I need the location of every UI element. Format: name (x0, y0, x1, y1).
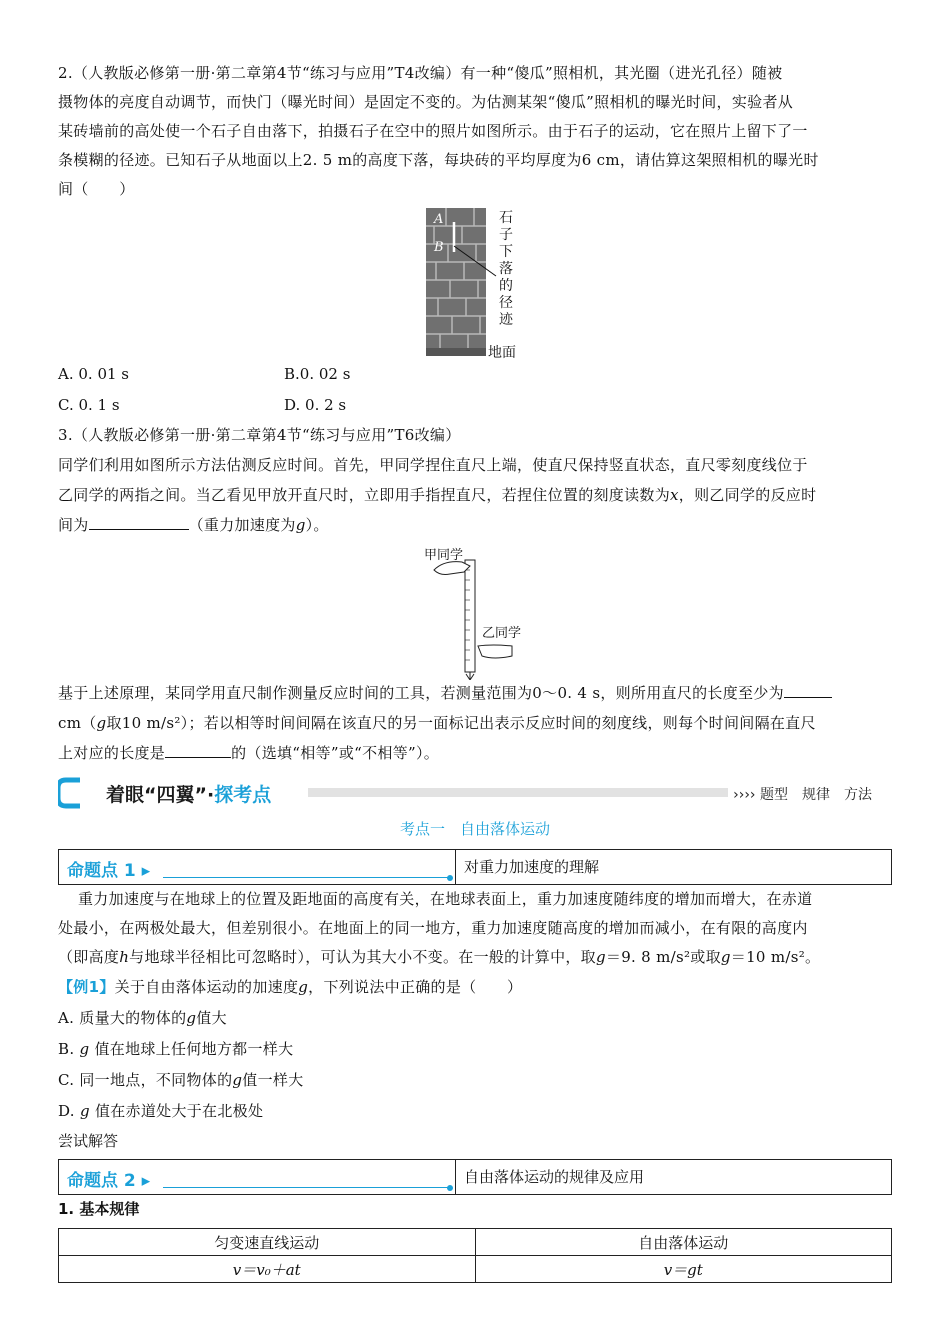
option-c-prefix: C. 同一地点，不同物体的 (58, 1071, 233, 1089)
option-a-prefix: A. 质量大的物体的 (58, 1009, 187, 1027)
example-1-stem-b: ，下列说法中正确的是（ ） (308, 978, 523, 996)
q3-line-1: 同学们利用如图所示方法估测反应时间。首先，甲同学捏住直尺上端，使直尺保持竖直状态，直尺零刻度线位于 (58, 456, 808, 474)
banner-title-a: 着眼“四翼”· (106, 784, 215, 806)
mingtidian-1-box (58, 849, 892, 885)
var-g-6: g (186, 1009, 197, 1027)
basic-rules-heading: 1. 基本规律 (58, 1200, 140, 1218)
q3-line-5a: cm（ (58, 714, 97, 732)
q3-line-2b: ，则乙同学的反应时 (678, 486, 817, 504)
section-banner (58, 776, 892, 810)
mingtidian-1-dot (447, 875, 453, 881)
q2-line-2: 摄物体的亮度自动调节，而快门（曝光时间）是固定不变的。为估测某架“傻瓜”照相机的曝光时间，实验者从 (58, 93, 794, 111)
var-g: g (295, 516, 306, 534)
q3-line-4 (58, 682, 832, 704)
option-b-prefix: B. (58, 1040, 75, 1058)
q3-line-3 (58, 514, 329, 536)
answer-blank-1[interactable] (89, 515, 189, 530)
q3-line-5 (58, 712, 816, 734)
mingtidian-2-left (59, 1160, 455, 1194)
var-g-8: g (232, 1071, 243, 1089)
option-b-suffix: 值在地球上任何地方都一样大 (94, 1040, 294, 1058)
q3-line-3b: （重力加速度为 (188, 516, 296, 534)
example-1-option-c (58, 1069, 304, 1091)
person-b-label: 乙同学 (482, 626, 522, 641)
answer-blank-3[interactable] (165, 743, 231, 758)
q3-line-4-text: 基于上述原理，某同学用直尺制作测量反应时间的工具，若测量范围为0～0. 4 s，则所用直尺的长度至少为 (58, 684, 784, 702)
para-line-3d: ＝10 m/s²。 (730, 948, 821, 966)
para-line-1: 重力加速度与在地球上的位置及距地面的高度有关，在地球表面上，重力加速度随纬度的增加而增大，在赤道 (78, 890, 813, 908)
banner-title (106, 780, 271, 807)
mingtidian-1-left (59, 850, 455, 884)
var-g-7: g (79, 1040, 90, 1058)
para-line-3b: 与地球半径相比可忽略时），可认为其大小不变。在一般的计算中，取 (129, 948, 596, 966)
q2-option-c: C. 0. 1 s (58, 396, 120, 414)
option-d-prefix: D. (58, 1102, 75, 1120)
person-a-label: 甲同学 (424, 548, 464, 563)
ruler-figure (420, 542, 540, 680)
q3-line-6a: 上对应的长度是 (58, 744, 166, 762)
q3-line-3c: ）。 (305, 516, 329, 534)
mingtidian-1-title: 对重力加速度的理解 (455, 850, 891, 884)
var-h: h (119, 948, 130, 966)
brick-wall-photo (426, 208, 486, 356)
ground-label: 地面 (488, 345, 516, 361)
var-g-2: g (96, 714, 107, 732)
mingtidian-2-title: 自由落体运动的规律及应用 (455, 1160, 891, 1194)
para-line-3c: ＝9. 8 m/s²或取 (605, 948, 721, 966)
option-d-suffix: 值在赤道处大于在北极处 (94, 1102, 264, 1120)
answer-blank-2[interactable] (784, 683, 832, 698)
q2-line-5: 间（ ） (58, 180, 135, 198)
banner-subtitle: ›››› 题型 规律 方法 (733, 787, 872, 803)
q2-option-d: D. 0. 2 s (284, 396, 347, 414)
q3-line-3a: 间为 (58, 516, 89, 534)
q2-option-b: B.0. 02 s (284, 365, 351, 383)
q3-line-2a: 乙同学的两指之间。当乙看见甲放开直尺时，立即用手指捏直尺，若捏住位置的刻度读数为 (58, 486, 671, 504)
q3-title: 3.（人教版必修第一册·第二章第4节“练习与应用”T6改编） (58, 426, 461, 444)
example-1-option-b (58, 1038, 293, 1060)
q2-option-a: A. 0. 01 s (58, 365, 130, 383)
option-c-suffix: 值一样大 (242, 1071, 304, 1089)
para-line-3a: （即高度 (58, 948, 120, 966)
var-g-9: g (79, 1102, 90, 1120)
banner-title-b: 探考点 (214, 784, 272, 806)
mingtidian-2-badge: 命题点 2 ▸ (67, 1171, 151, 1191)
label-a: A (434, 212, 444, 227)
option-a-suffix: 值大 (196, 1009, 227, 1027)
table-header-row (59, 1229, 892, 1256)
rules-table (58, 1228, 892, 1283)
q2-line-1: 2.（人教版必修第一册·第二章第4节“练习与应用”T4改编）有一种“傻瓜”照相机，其光圈（进光孔径）随被 (58, 64, 783, 82)
trail-label: 石子下落的径迹 (499, 210, 513, 328)
kaodian-title: 考点一 自由落体运动 (399, 820, 550, 838)
var-x: x (670, 486, 679, 504)
para-line-3 (58, 946, 820, 968)
mingtidian-2-dot (447, 1185, 453, 1191)
para-line-2: 处最小，在两极处最大，但差别很小。在地面上的同一地方，重力加速度随高度的增加而减小，在有限的高度内 (58, 919, 808, 937)
mingtidian-2-rule (163, 1187, 449, 1188)
table-header-cell: 匀变速直线运动 (59, 1229, 476, 1256)
example-1-stem-a: 关于自由落体运动的加速度 (114, 978, 299, 996)
table-cell: v＝gt (475, 1256, 892, 1283)
mingtidian-1-badge: 命题点 1 ▸ (67, 861, 151, 881)
table-header-cell: 自由落体运动 (475, 1229, 892, 1256)
label-b: B (434, 240, 444, 255)
mingtidian-1-rule (163, 877, 449, 878)
q3-line-5b: 取10 m/s²）；若以相等时间间隔在该直尺的另一面标记出表示反应时间的刻度线，则每个时间间隔在直尺 (106, 714, 816, 732)
example-1-stem (58, 976, 522, 998)
pointer-line (450, 240, 500, 280)
mingtidian-2-box (58, 1159, 892, 1195)
table-row (59, 1256, 892, 1283)
q3-line-2 (58, 484, 816, 506)
var-g-5: g (298, 978, 309, 996)
var-g-3: g (595, 948, 606, 966)
q3-line-6 (58, 742, 439, 764)
q2-line-3: 某砖墙前的高处使一个石子自由落下，拍摄石子在空中的照片如图所示。由于石子的运动，它在照片上留下了一 (58, 122, 808, 140)
try-answer-label: 尝试解答 (58, 1132, 119, 1150)
example-1-option-a (58, 1007, 227, 1029)
example-1-option-d (58, 1100, 263, 1122)
example-1-tag: 【例1】 (58, 978, 115, 996)
q3-line-6b: 的（选填“相等”或“不相等”）。 (231, 744, 440, 762)
q2-line-4: 条模糊的径迹。已知石子从地面以上2. 5 m的高度下落，每块砖的平均厚度为6 cm，请估算这架照相机的曝光时 (58, 151, 819, 169)
var-g-4: g (720, 948, 731, 966)
brick-pattern (426, 208, 486, 356)
table-cell: v＝v₀＋at (59, 1256, 476, 1283)
